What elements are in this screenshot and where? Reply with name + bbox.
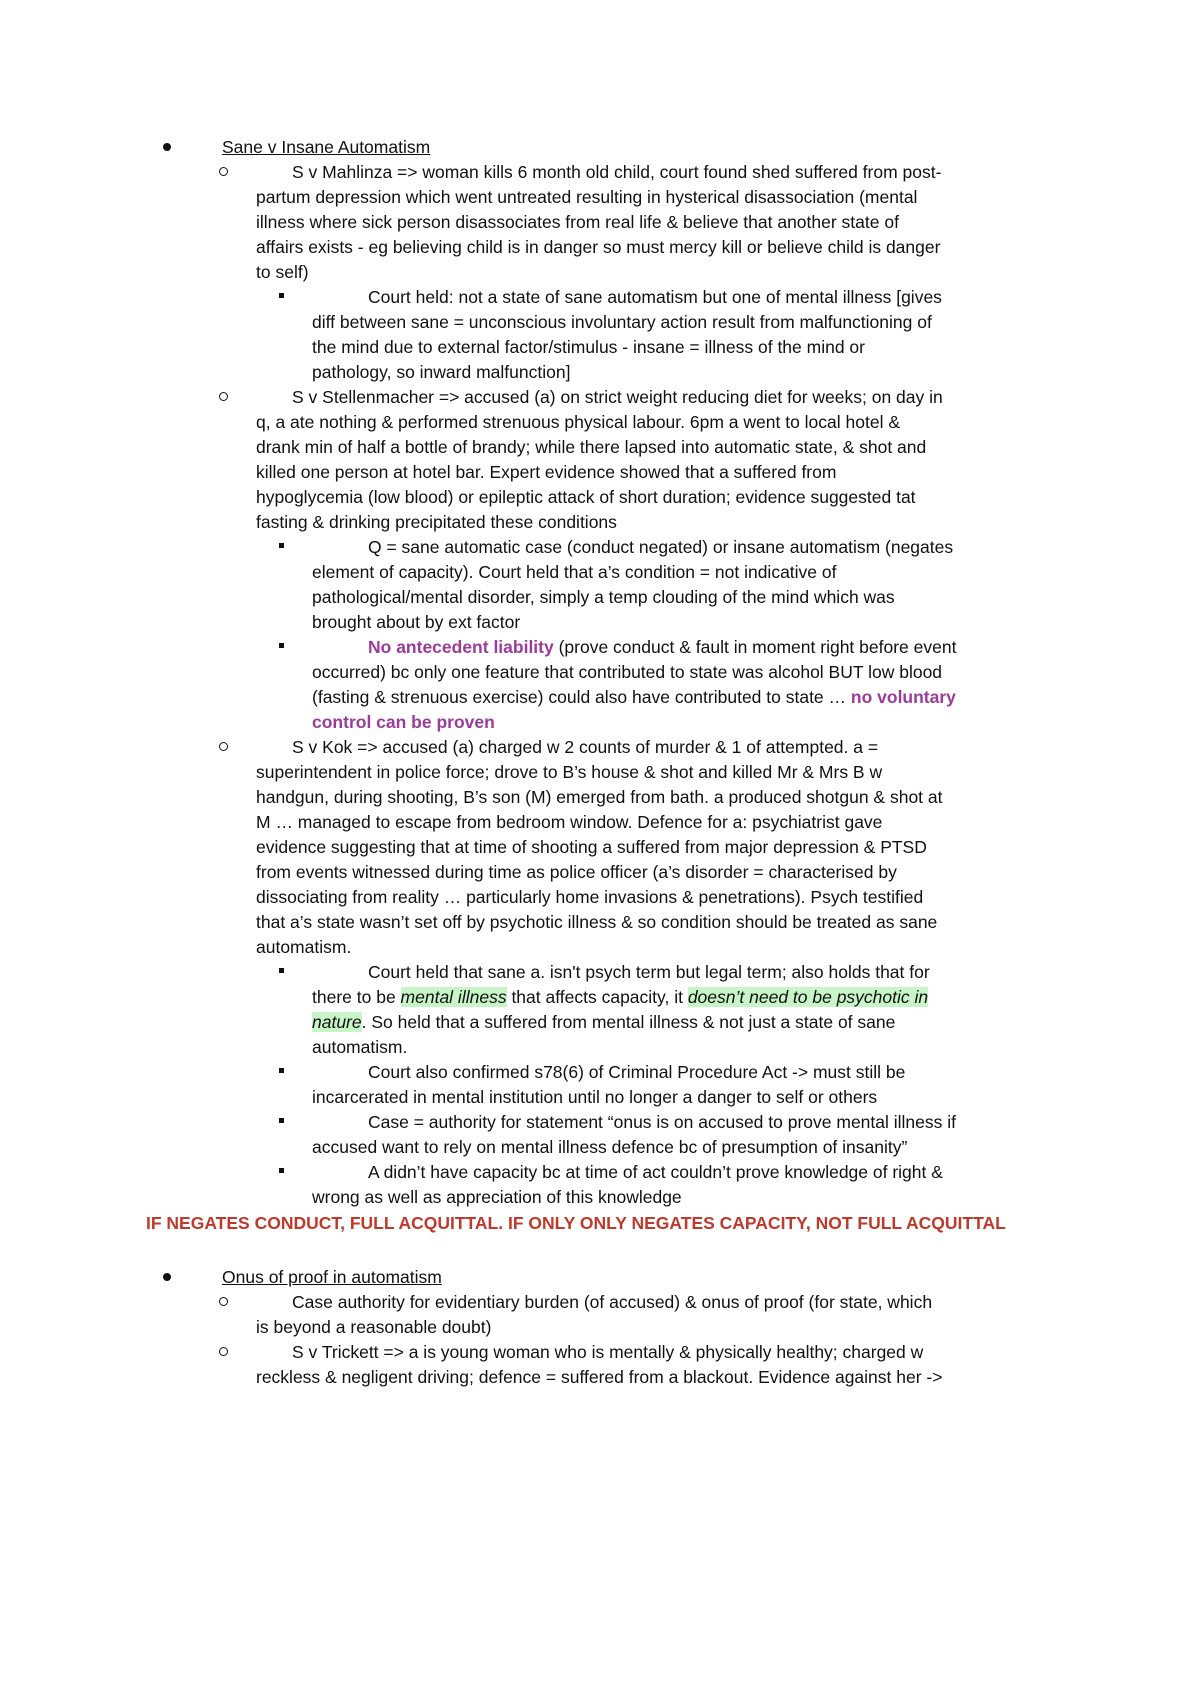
sub-point-text: pathology, so inward malfunction]: [312, 362, 571, 382]
sub-point-text: incarcerated in mental institution until no longer a danger to self or others: [312, 1087, 878, 1107]
sub-point-text-rest: (prove conduct & fault in moment right before event: [553, 637, 957, 657]
case-text: hypoglycemia (low blood) or epileptic attack of short duration; evidence suggested tat: [256, 487, 916, 507]
section-heading: Sane v Insane Automatism: [222, 137, 431, 157]
sub-point-text: wrong as well as appreciation of this knowledge: [312, 1187, 682, 1207]
case-line: [0, 909, 1200, 935]
case-text: fasting & drinking precipitated these conditions: [256, 512, 617, 532]
square-bullet-icon: [279, 643, 284, 648]
case-text: killed one person at hotel bar. Expert evidence showed that a suffered from: [256, 462, 837, 482]
bullet-icon: [163, 1273, 171, 1281]
case-text: that a’s state wasn’t set off by psychotic illness & so condition should be treated as sane: [256, 912, 938, 932]
case-line: [0, 159, 1200, 185]
hollow-bullet-icon: [219, 1297, 228, 1306]
case-text: superintendent in police force; drove to B’s house & shot and killed Mr & Mrs B w: [256, 762, 883, 782]
case-text: dissociating from reality … particularly home invasions & penetrations). Psych testified: [256, 887, 924, 907]
square-bullet-icon: [279, 293, 284, 298]
emphasis-control-proven: control can be proven: [312, 712, 495, 732]
case-line: [0, 759, 1200, 785]
case-text: illness where sick person disassociates from real life & believe that another state of: [256, 212, 899, 232]
case-text: S v Mahlinza => woman kills 6 month old child, court found shed suffered from post-: [292, 162, 942, 182]
case-line: [0, 1339, 1200, 1365]
case-text: S v Stellenmacher => accused (a) on strict weight reducing diet for weeks; on day in: [292, 387, 943, 407]
sub-point-text: Court held: not a state of sane automatism but one of mental illness [gives: [368, 287, 942, 307]
case-line: [0, 509, 1200, 535]
hollow-bullet-icon: [219, 1347, 228, 1356]
case-text: automatism.: [256, 937, 352, 957]
case-line: [0, 734, 1200, 760]
sub-point-line: [0, 1084, 1200, 1110]
case-text: Case authority for evidentiary burden (of accused) & onus of proof (for state, which: [292, 1292, 933, 1312]
sub-point-text: [312, 984, 928, 1010]
section-bullet-line: [0, 1264, 1200, 1290]
sub-point-line: [0, 584, 1200, 610]
case-text: drank min of half a bottle of brandy; while there lapsed into automatic state, & shot and: [256, 437, 927, 457]
case-line: [0, 234, 1200, 260]
sub-point-line: [0, 709, 1200, 735]
case-line: [0, 1289, 1200, 1315]
sub-point-line: [0, 359, 1200, 385]
case-line: [0, 434, 1200, 460]
square-bullet-icon: [279, 543, 284, 548]
sub-point-line: [0, 534, 1200, 560]
sub-point-text: pathological/mental disorder, simply a temp clouding of the mind which was: [312, 587, 895, 607]
sub-point-line: [0, 1059, 1200, 1085]
case-text: handgun, during shooting, B’s son (M) emerged from bath. a produced shotgun & shot at: [256, 787, 943, 807]
case-line: [0, 1364, 1200, 1390]
case-line: [0, 209, 1200, 235]
sub-point-text-start: there to be: [312, 987, 401, 1007]
sub-point-text-mid: that affects capacity, it: [506, 987, 688, 1007]
case-line: [0, 784, 1200, 810]
sub-point-text: A didn’t have capacity bc at time of act couldn’t prove knowledge of right &: [368, 1162, 943, 1182]
highlight-mental-illness: mental illness: [400, 987, 507, 1007]
case-line: [0, 484, 1200, 510]
case-line: [0, 384, 1200, 410]
sub-point-text-start: (fasting & strenuous exercise) could also have contributed to state …: [312, 687, 851, 707]
case-text: evidence suggesting that at time of shooting a suffered from major depression & PTSD: [256, 837, 927, 857]
square-bullet-icon: [279, 968, 284, 973]
sub-point-text: [312, 684, 956, 710]
sub-point-text: Court also confirmed s78(6) of Criminal Procedure Act -> must still be: [368, 1062, 906, 1082]
sub-point-line: [0, 634, 1200, 660]
case-line: [0, 1314, 1200, 1340]
sub-point-text: automatism.: [312, 1037, 408, 1057]
sub-point-line: [0, 959, 1200, 985]
case-line: [0, 184, 1200, 210]
sub-point-line: [0, 984, 1200, 1010]
case-line: [0, 834, 1200, 860]
case-text: S v Kok => accused (a) charged w 2 counts of murder & 1 of attempted. a =: [292, 737, 879, 757]
sub-point-line: [0, 1184, 1200, 1210]
sub-point-text: Case = authority for statement “onus is on accused to prove mental illness if: [368, 1112, 957, 1132]
sub-point-text: occurred) bc only one feature that contributed to state was alcohol BUT low blood: [312, 662, 943, 682]
conclusion-line: [0, 1210, 1200, 1236]
case-line: [0, 459, 1200, 485]
highlight-not-psychotic: doesn’t need to be psychotic in: [687, 987, 929, 1007]
case-line: [0, 259, 1200, 285]
sub-point-text: Q = sane automatic case (conduct negated) or insane automatism (negates: [368, 537, 954, 557]
emphasis-no-voluntary: no voluntary: [850, 687, 956, 707]
sub-point-text: [312, 1009, 895, 1035]
case-text: M … managed to escape from bedroom window. Defence for a: psychiatrist gave: [256, 812, 883, 832]
case-text: q, a ate nothing & performed strenuous physical labour. 6pm a went to local hotel &: [256, 412, 900, 432]
sub-point-text: diff between sane = unconscious involuntary action result from malfunctioning of: [312, 312, 932, 332]
sub-point-text: the mind due to external factor/stimulus - insane = illness of the mind or: [312, 337, 865, 357]
section-bullet-line: [0, 134, 1200, 160]
sub-point-text: [368, 634, 956, 660]
sub-point-line: [0, 1134, 1200, 1160]
hollow-bullet-icon: [219, 742, 228, 751]
case-text: S v Trickett => a is young woman who is mentally & physically healthy; charged w: [292, 1342, 924, 1362]
square-bullet-icon: [279, 1118, 284, 1123]
sub-point-line: [0, 284, 1200, 310]
hollow-bullet-icon: [219, 167, 228, 176]
bullet-icon: [163, 143, 171, 151]
emphasis-antecedent-liability: No antecedent liability: [368, 637, 554, 657]
case-text: reckless & negligent driving; defence = suffered from a blackout. Evidence against her ->: [256, 1367, 943, 1387]
sub-point-line: [0, 659, 1200, 685]
case-line: [0, 859, 1200, 885]
sub-point-line: [0, 309, 1200, 335]
square-bullet-icon: [279, 1168, 284, 1173]
sub-point-line: [0, 609, 1200, 635]
sub-point-text: accused want to rely on mental illness defence bc of presumption of insanity”: [312, 1137, 908, 1157]
case-text: partum depression which went untreated resulting in hysterical disassociation (mental: [256, 187, 918, 207]
highlight-nature: nature: [312, 1012, 362, 1032]
sub-point-text: brought about by ext factor: [312, 612, 521, 632]
case-text: affairs exists - eg believing child is in danger so must mercy kill or believe child is danger: [256, 237, 941, 257]
square-bullet-icon: [279, 1068, 284, 1073]
case-line: [0, 934, 1200, 960]
sub-point-text: Court held that sane a. isn't psych term but legal term; also holds that for: [368, 962, 930, 982]
conclusion-text: IF NEGATES CONDUCT, FULL ACQUITTAL. IF ONLY ONLY NEGATES CAPACITY, NOT FULL ACQUITTAL: [146, 1213, 1006, 1233]
hollow-bullet-icon: [219, 392, 228, 401]
sub-point-line: [0, 334, 1200, 360]
case-text: from events witnessed during time as police officer (a’s disorder = characterised by: [256, 862, 897, 882]
sub-point-line: [0, 1034, 1200, 1060]
case-text: is beyond a reasonable doubt): [256, 1317, 492, 1337]
case-line: [0, 809, 1200, 835]
section-heading: Onus of proof in automatism: [222, 1267, 442, 1287]
sub-point-line: [0, 559, 1200, 585]
case-line: [0, 409, 1200, 435]
sub-point-line: [0, 1009, 1200, 1035]
sub-point-line: [0, 1159, 1200, 1185]
sub-point-text: element of capacity). Court held that a’s condition = not indicative of: [312, 562, 837, 582]
sub-point-text-rest: . So held that a suffered from mental illness & not just a state of sane: [361, 1012, 896, 1032]
sub-point-line: [0, 684, 1200, 710]
case-text: to self): [256, 262, 309, 282]
case-line: [0, 884, 1200, 910]
sub-point-line: [0, 1109, 1200, 1135]
